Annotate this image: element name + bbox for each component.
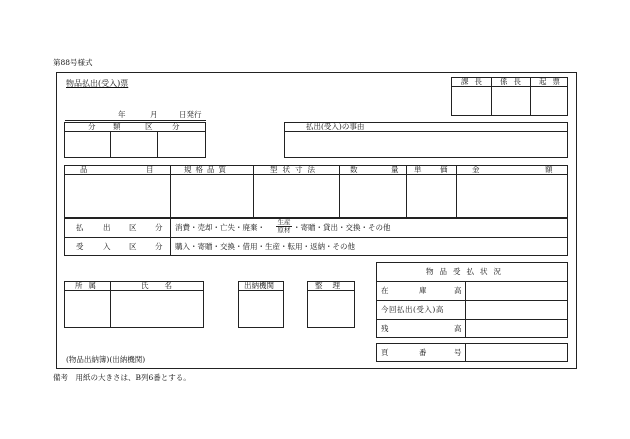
header-qty-b: 量: [391, 165, 399, 174]
payout-label-3: 区: [129, 223, 137, 232]
note: 備考 用紙の大きさは、B列6番とする。: [53, 373, 191, 382]
status-title: 物品受払状況: [426, 267, 507, 276]
receipt-label-2: 入: [103, 242, 111, 251]
date-day: 日発行: [179, 110, 202, 119]
form-title: 物品払出(受入)票: [66, 79, 129, 88]
status-current: 今回払出(受入)高: [381, 305, 444, 314]
classification-char-2: 類: [113, 122, 121, 131]
office-label: 出納機関: [244, 281, 274, 290]
page-label-a: 頁: [381, 348, 389, 357]
header-spec: 規格品質: [184, 165, 230, 174]
dept-label: 所属: [75, 281, 102, 290]
classification-char-3: 区: [145, 122, 153, 131]
approval-chief-label: 課長: [461, 77, 488, 86]
page-label-c: 号: [454, 348, 462, 357]
form-number: 第88号様式: [53, 58, 93, 67]
receipt-label-3: 区: [129, 242, 137, 251]
header-qty-a: 数: [350, 165, 358, 174]
status-stock-c: 高: [454, 286, 462, 295]
page-label-b: 番: [419, 348, 427, 357]
header-amount-b: 額: [545, 165, 553, 174]
receipt-options: 購入・寄贈・交換・借用・生産・転用・返納・その他: [175, 242, 355, 251]
payout-label-1: 払: [76, 223, 84, 232]
header-amount-a: 金: [472, 165, 480, 174]
status-stock-a: 在: [381, 286, 389, 295]
arrange-label: 整理: [315, 281, 350, 290]
header-item-b: 目: [146, 165, 154, 174]
page-number-box: [376, 343, 568, 362]
status-remain-a: 残: [381, 324, 389, 333]
header-price-b: 価: [440, 165, 448, 174]
payout-options-a: 消費・売却・亡失・廃棄・: [175, 223, 265, 232]
payout-stack-top: 生産: [277, 218, 291, 226]
header-item-a: 品: [80, 165, 88, 174]
receipt-label-4: 分: [155, 242, 163, 251]
date-month: 月: [150, 110, 158, 119]
name-label: 氏名: [141, 281, 188, 290]
ledger-label: (物品出納簿)(出納機関): [66, 355, 146, 364]
header-shape: 型状寸法: [270, 165, 320, 174]
classification-box: [64, 122, 206, 158]
payout-label-4: 分: [155, 223, 163, 232]
classification-char-1: 分: [88, 122, 96, 131]
payout-stack-bottom: 原材: [277, 226, 291, 234]
payout-label-2: 出: [103, 223, 111, 232]
payout-options-b: ・寄贈・貸出・交換・その他: [293, 223, 391, 232]
status-stock-b: 庫: [419, 286, 427, 295]
date-year: 年: [118, 110, 126, 119]
approval-subchief-label: 係長: [500, 77, 527, 86]
status-remain-b: 高: [454, 324, 462, 333]
header-price-a: 単: [414, 165, 422, 174]
payout-options-stack: [276, 219, 292, 234]
receipt-label-1: 受: [76, 242, 84, 251]
approval-drafter-label: 起票: [539, 77, 566, 86]
reason-label: 払出(受入)の事由: [306, 122, 365, 131]
classification-char-4: 分: [172, 122, 180, 131]
